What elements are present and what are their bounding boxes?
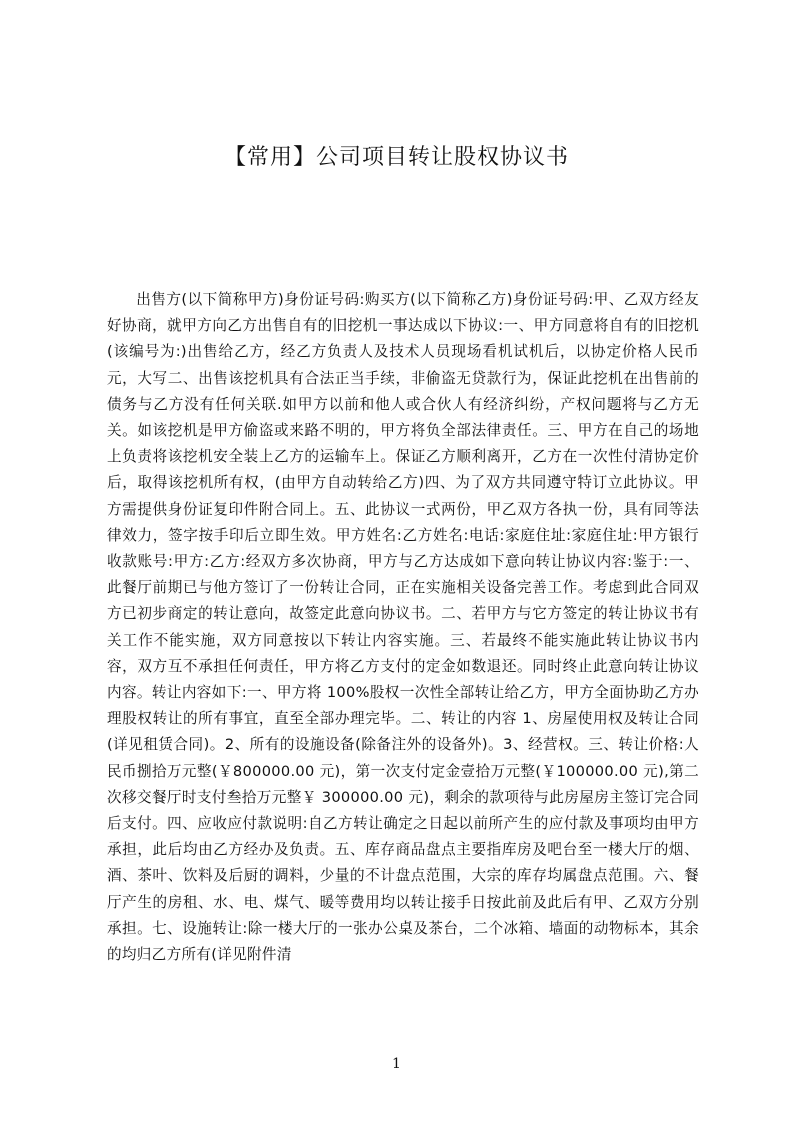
document-title: 【常用】公司项目转让股权协议书: [223, 145, 569, 170]
page-number: 1: [392, 1056, 401, 1072]
document-body-paragraph: 出售方(以下简称甲方)身份证号码:购买方(以下简称乙方)身份证号码:甲、乙双方经友好协商，就甲方向乙方出售自有的旧挖机一事达成以下协议:一、甲方同意将自有的旧挖机(该编号为:)出售给乙方，经乙方负责人及技术人员现场看机试机后，以协定价格人民币元，大写二、出售该挖机具有合法正当手续，非偷盗无贷款行为，保证此挖机在出售前的债务与乙方没有任何关联.如甲方以前和他人或合伙人有经济纠纷，产权问题将与乙方无关。如该挖机是甲方偷盗或来路不明的，甲方将负全部法律责任。三、甲方在自己的场地上负责将该挖机安全装上乙方的运输车上。保证乙方顺利离开，乙方在一次性付清协定价后，取得该挖机所有权，(由甲方自动转给乙方)四、为了双方共同遵守特订立此协议。甲方需提供身份证复印件附合同上。五、此协议一式两份，甲乙双方各执一份，具有同等法律效力，签字按手印后立即生效。甲方姓名:乙方姓名:电话:家庭住址:家庭住址:甲方银行收款账号:甲方:乙方:经双方多次协商，甲方与乙方达成如下意向转让协议内容:鉴于:一、此餐厅前期已与他方签订了一份转让合同，正在实施相关设备完善工作。考虑到此合同双方已初步商定的转让意向，故签定此意向协议书。二、若甲方与它方签定的转让协议书有关工作不能实施，双方同意按以下转让内容实施。三、若最终不能实施此转让协议书内容，双方互不承担任何责任，甲方将乙方支付的定金如数退还。同时终止此意向转让协议内容。转让内容如下:一、甲方将 100%股权一次性全部转让给乙方，甲方全面协助乙方办理股权转让的所有事宜，直至全部办理完毕。二、转让的内容 1、房屋使用权及转让合同(详见租赁合同)。2、所有的设施设备(除备注外的设备外)。3、经营权。三、转让价格:人民币捌拾万元整(￥800000.00 元)，第一次支付定金壹拾万元整(￥100000.00 元),第二次移交餐厅时支付叁拾万元整￥ 300000.00 元)，剩余的款项待与此房屋房主签订完合同后支付。四、应收应付款说明:自乙方转让确定之日起以前所产生的应付款及事项均由甲方承担，此后均由乙方经办及负责。五、库存商品盘点主要指库房及吧台至一楼大厅的烟、酒、茶叶、饮料及后厨的调料，少量的不计盘点范围，大宗的库存均属盘点范围。六、餐厅产生的房租、水、电、煤气、暖等费用均以转让接手日按此前及此后有甲、乙双方分别承担。七、设施转让:除一楼大厅的一张办公桌及茶台，二个冰箱、墙面的动物标本，其余的均归乙方所有(详见附件清: [107, 291, 699, 964]
